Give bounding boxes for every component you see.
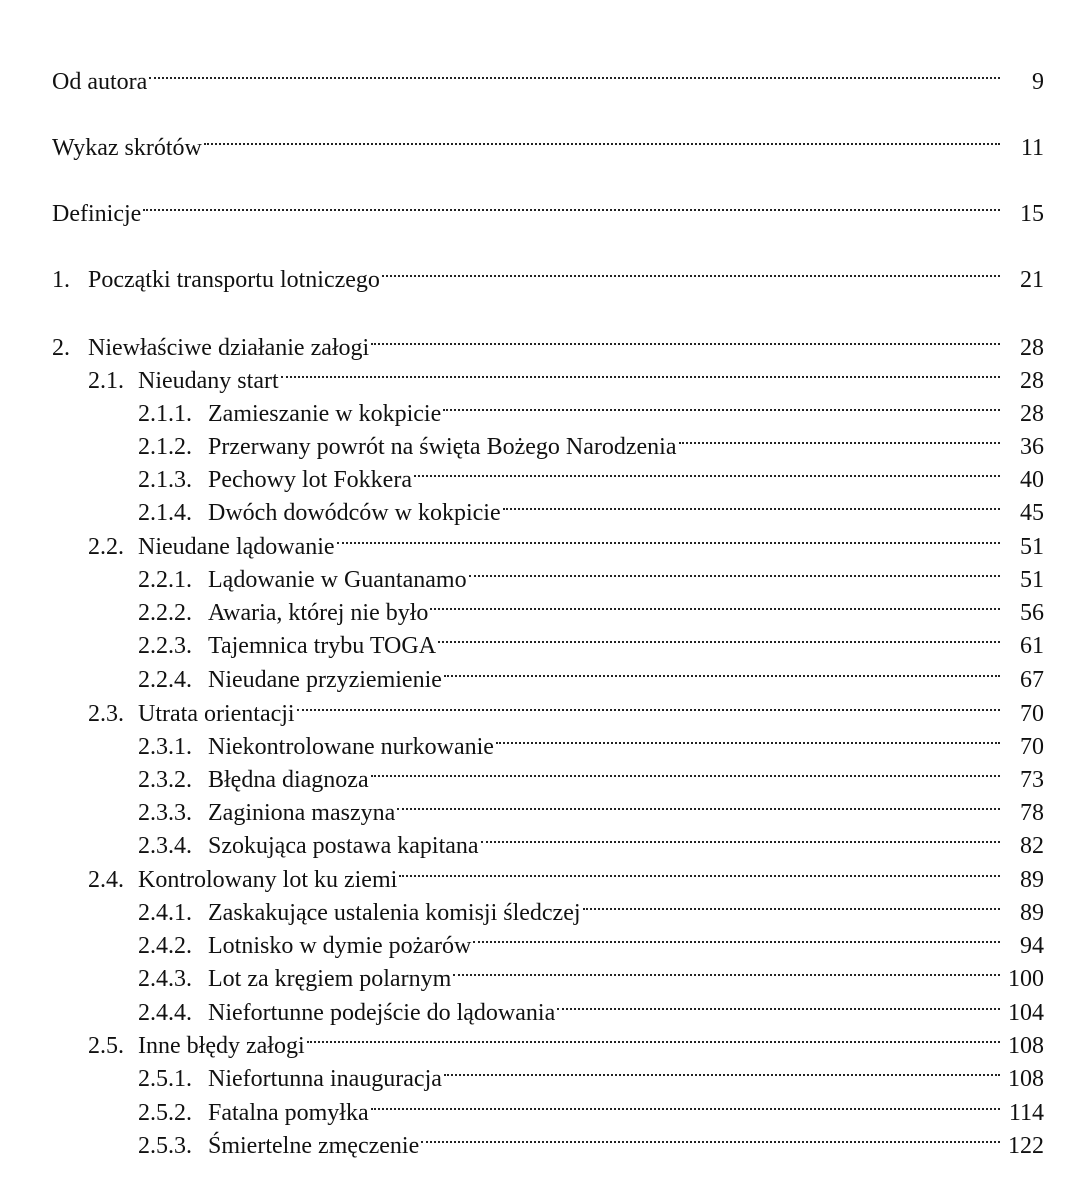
- toc-entry: [52, 454, 1044, 493]
- toc-entry: [52, 188, 1044, 227]
- dot-leader: [481, 820, 1000, 853]
- dot-leader: [453, 953, 1000, 986]
- toc-entry-title: Lot za kręgiem polarnym: [208, 966, 452, 992]
- toc-entry-number: 2.: [52, 335, 70, 361]
- dot-leader: [397, 787, 1000, 820]
- toc-entry-title: Zamieszanie w kokpicie: [208, 401, 442, 427]
- toc-entry-page: 89: [1020, 867, 1044, 893]
- toc-entry-title: Kontrolowany lot ku ziemi: [138, 867, 398, 893]
- toc-entry-number: 2.3.2.: [138, 767, 192, 793]
- toc-entry-page: 15: [1020, 201, 1044, 227]
- toc-entry-title: Od autora: [52, 69, 148, 95]
- toc-entry-title: Nieudane lądowanie: [138, 534, 335, 560]
- toc-entry: [52, 1020, 1044, 1059]
- dot-leader: [421, 1120, 1000, 1153]
- toc-entry: [52, 421, 1044, 460]
- toc-entry: [52, 987, 1044, 1026]
- toc-entry-number: 2.2.1.: [138, 567, 192, 593]
- toc-entry-number: 2.1.3.: [138, 467, 192, 493]
- toc-entry-title: Lotnisko w dymie pożarów: [208, 933, 472, 959]
- dot-leader: [399, 854, 1000, 887]
- toc-entry-number: 2.5.3.: [138, 1133, 192, 1159]
- toc-entry-page: 67: [1020, 667, 1044, 693]
- toc-entry-title: Przerwany powrót na święta Bożego Narodzenia: [208, 434, 677, 460]
- toc-entry-number: 2.2.: [88, 534, 124, 560]
- toc-entry: [52, 620, 1044, 659]
- dot-leader: [143, 188, 1000, 221]
- toc-entry-title: Początki transportu lotniczego: [88, 267, 380, 293]
- toc-entry-title: Definicje: [52, 201, 142, 227]
- dot-leader: [557, 987, 1000, 1020]
- dot-leader: [679, 421, 1001, 454]
- toc-entry-title: Utrata orientacji: [138, 701, 295, 727]
- toc-entry-number: 2.3.: [88, 701, 124, 727]
- toc-entry-page: 108: [1008, 1066, 1044, 1092]
- dot-leader: [149, 56, 1000, 89]
- toc-entry: [52, 1053, 1044, 1092]
- toc-entry-title: Tajemnica trybu TOGA: [208, 633, 437, 659]
- toc-entry: [52, 920, 1044, 959]
- dot-leader: [469, 554, 1000, 587]
- toc-entry-title: Nieudany start: [138, 368, 279, 394]
- toc-entry: [52, 887, 1044, 926]
- toc-entry-page: 122: [1008, 1133, 1044, 1159]
- toc-entry-page: 114: [1008, 1100, 1044, 1126]
- toc-entry: [52, 521, 1044, 560]
- toc-entry-page: 70: [1020, 701, 1044, 727]
- toc-entry: [52, 688, 1044, 727]
- dot-leader: [444, 1053, 1000, 1086]
- dot-leader: [371, 322, 1000, 355]
- dot-leader: [473, 920, 1000, 953]
- toc-entry-number: 2.3.4.: [138, 833, 192, 859]
- toc-entry-page: 51: [1020, 567, 1044, 593]
- toc-entry-title: Dwóch dowódców w kokpicie: [208, 500, 501, 526]
- toc-entry: [52, 854, 1044, 893]
- toc-entry-page: 28: [1020, 335, 1044, 361]
- toc-entry-title: Nieudane przyziemienie: [208, 667, 442, 693]
- dot-leader: [503, 487, 1000, 520]
- toc-entry-page: 28: [1020, 368, 1044, 394]
- toc-entry-title: Awaria, której nie było: [208, 600, 429, 626]
- toc-entry-number: 2.3.3.: [138, 800, 192, 826]
- dot-leader: [371, 1087, 1000, 1120]
- toc-entry: [52, 587, 1044, 626]
- toc-entry-number: 2.4.: [88, 867, 124, 893]
- dot-leader: [337, 521, 1000, 554]
- dot-leader: [281, 355, 1000, 388]
- toc-entry-number: 2.2.3.: [138, 633, 192, 659]
- toc-entry-page: 82: [1020, 833, 1044, 859]
- toc-entry-page: 94: [1020, 933, 1044, 959]
- toc-entry: [52, 56, 1044, 95]
- dot-leader: [297, 688, 1000, 721]
- toc-entry-page: 21: [1020, 267, 1044, 293]
- toc-entry: [52, 953, 1044, 992]
- toc-entry-page: 108: [1008, 1033, 1044, 1059]
- dot-leader: [583, 887, 1000, 920]
- toc-entry-number: 1.: [52, 267, 70, 293]
- toc-entry-page: 61: [1020, 633, 1044, 659]
- toc-entry: [52, 754, 1044, 793]
- toc-entry-title: Śmiertelne zmęczenie: [208, 1133, 420, 1159]
- toc-entry-page: 51: [1020, 534, 1044, 560]
- toc-entry-number: 2.5.2.: [138, 1100, 192, 1126]
- toc-entry-title: Zaskakujące ustalenia komisji śledczej: [208, 900, 581, 926]
- toc-entry-number: 2.4.2.: [138, 933, 192, 959]
- toc-entry: [52, 1087, 1044, 1126]
- toc-entry-title: Inne błędy załogi: [138, 1033, 305, 1059]
- dot-leader: [414, 454, 1000, 487]
- toc-entry: [52, 1120, 1044, 1159]
- toc-entry-page: 28: [1020, 401, 1044, 427]
- dot-leader: [496, 721, 1000, 754]
- dot-leader: [204, 122, 1000, 155]
- toc-entry-title: Niekontrolowane nurkowanie: [208, 734, 494, 760]
- toc-entry-page: 40: [1020, 467, 1044, 493]
- toc-entry-page: 11: [1020, 135, 1044, 161]
- toc-entry: [52, 388, 1044, 427]
- toc-entry-title: Niewłaściwe działanie załogi: [88, 335, 370, 361]
- toc-entry-title: Błędna diagnoza: [208, 767, 369, 793]
- toc-entry-number: 2.5.: [88, 1033, 124, 1059]
- toc-entry-number: 2.5.1.: [138, 1066, 192, 1092]
- toc-entry-page: 56: [1020, 600, 1044, 626]
- toc-entry: [52, 820, 1044, 859]
- toc-entry-number: 2.4.4.: [138, 1000, 192, 1026]
- toc-entry-number: 2.1.1.: [138, 401, 192, 427]
- toc-entry-number: 2.1.2.: [138, 434, 192, 460]
- toc-entry-page: 36: [1020, 434, 1044, 460]
- toc-entry-title: Niefortunna inauguracja: [208, 1066, 442, 1092]
- dot-leader: [444, 654, 1000, 687]
- toc-entry-number: 2.2.2.: [138, 600, 192, 626]
- toc-entry-title: Lądowanie w Guantanamo: [208, 567, 467, 593]
- dot-leader: [371, 754, 1000, 787]
- toc-entry-number: 2.4.1.: [138, 900, 192, 926]
- dot-leader: [443, 388, 1000, 421]
- toc-entry: [52, 355, 1044, 394]
- toc-entry-number: 2.1.4.: [138, 500, 192, 526]
- dot-leader: [382, 254, 1000, 287]
- toc-entry-title: Niefortunne podejście do lądowania: [208, 1000, 556, 1026]
- toc-entry-number: 2.1.: [88, 368, 124, 394]
- dot-leader: [438, 620, 1000, 653]
- toc-entry-title: Zaginiona maszyna: [208, 800, 396, 826]
- toc-entry-title: Wykaz skrótów: [52, 135, 202, 161]
- toc-entry-page: 70: [1020, 734, 1044, 760]
- dot-leader: [430, 587, 1000, 620]
- toc-entry-page: 45: [1020, 500, 1044, 526]
- toc-entry-number: 2.3.1.: [138, 734, 192, 760]
- toc-entry-page: 100: [1008, 966, 1044, 992]
- toc-entry-title: Pechowy lot Fokkera: [208, 467, 412, 493]
- toc-entry-page: 78: [1020, 800, 1044, 826]
- toc-entry: [52, 787, 1044, 826]
- dot-leader: [307, 1020, 1000, 1053]
- toc-entry-page: 73: [1020, 767, 1044, 793]
- toc-entry: [52, 322, 1044, 361]
- toc-entry: [52, 654, 1044, 693]
- toc-entry-title: Fatalna pomyłka: [208, 1100, 369, 1126]
- toc-entry: [52, 122, 1044, 161]
- toc-entry: [52, 487, 1044, 526]
- toc-entry-page: 104: [1008, 1000, 1044, 1026]
- toc-entry: [52, 721, 1044, 760]
- toc-entry-page: 89: [1020, 900, 1044, 926]
- toc-entry-number: 2.2.4.: [138, 667, 192, 693]
- toc-entry: [52, 254, 1044, 293]
- toc-entry-number: 2.4.3.: [138, 966, 192, 992]
- toc-entry-title: Szokująca postawa kapitana: [208, 833, 479, 859]
- toc-entry: [52, 554, 1044, 593]
- toc-entry-page: 9: [1032, 69, 1044, 95]
